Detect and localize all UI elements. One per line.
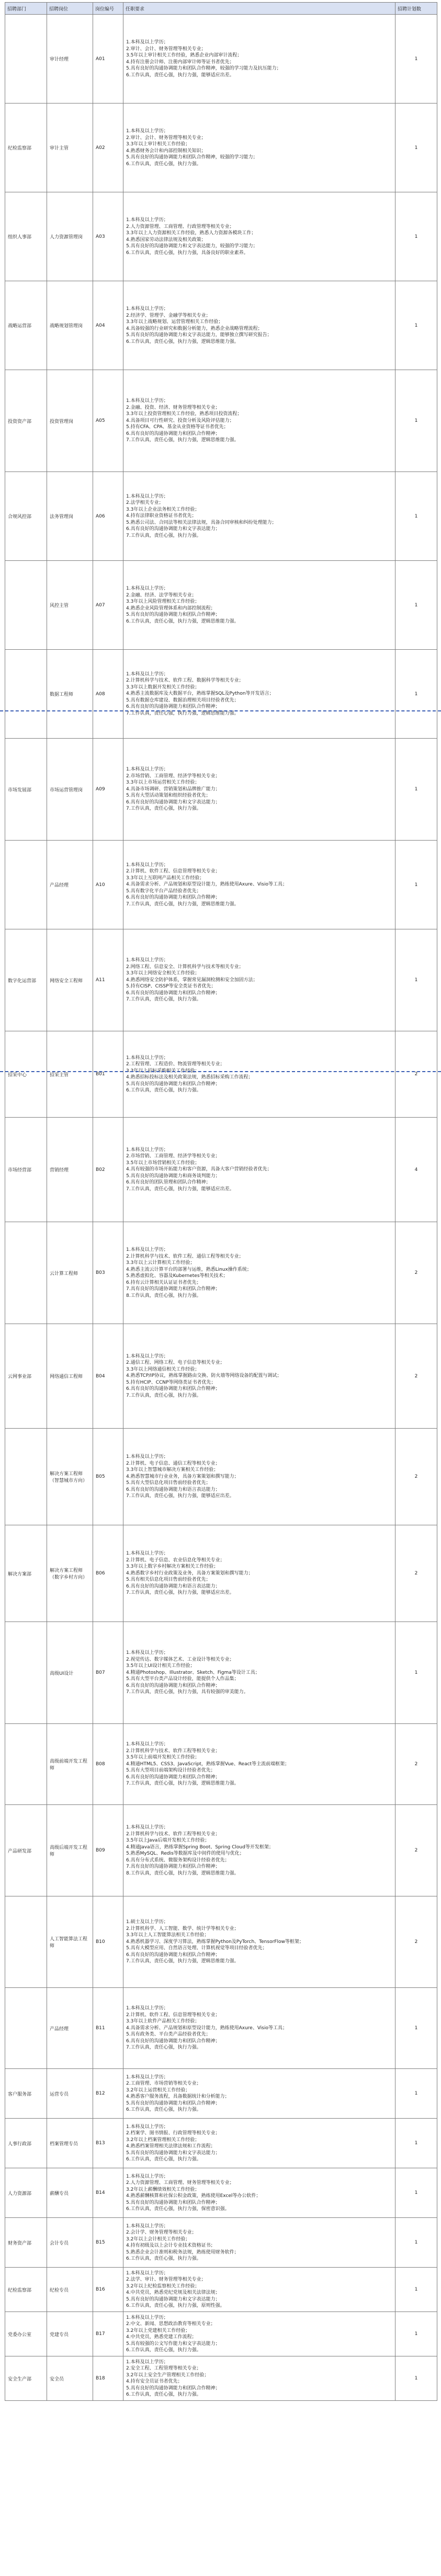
position-cell: 安全员 — [47, 2356, 93, 2401]
count-cell: 1 — [395, 281, 437, 370]
dept-cell: 战略运营部 — [5, 281, 47, 370]
table-row — [5, 104, 437, 192]
requirements-cell: 1.本科及以上学历； 2.金融、投资、经济、财务管理等相关专业； 3.3年以上投资管理相关工作经验，熟悉项目投资流程； 4.具备项目可行性研究、投资分析及风险评估能力； 5.持有CFA、CPA、基金从业资格等证书者优先； 6.具有良好的沟通协调能力和团队合作精神； 7.工作认真，责任心强，执行力强，逻辑思维能力强。 — [123, 370, 395, 472]
requirements-cell: 1.本科及以上学历； 2.金融、经济、法学等相关专业； 3.3年以上风险管理相关工作经验； 4.熟悉企业风险管理体系和内部控制流程； 5.具有良好的沟通协调能力和团队合作精神； 6.工作认真，责任心强，执行力强，逻辑思维能力强。 — [123, 561, 395, 650]
dept-cell — [5, 1429, 47, 1525]
position-cell: 高级前端开发工程师 — [47, 1724, 93, 1805]
requirements-cell: 1.本科及以上学历； 2.计算机、软件工程、信息管理等相关专业； 3.3年以上互联网产品相关工作经验； 4.具备需求分析、产品规划和原型设计能力，熟练使用Axure、Visio等工具； 5.具有数字化平台产品经验者优先； 6.具有良好的沟通协调能力和团队合作精神； 7.工作认真，责任心强，执行力强，逻辑思维能力强。 — [123, 841, 395, 929]
code-cell: B11 — [93, 1988, 123, 2069]
position-cell: 高级UI设计 — [47, 1622, 93, 1724]
table-row — [5, 15, 437, 104]
table-row — [5, 1324, 437, 1429]
requirements-cell: 1.本科及以上学历； 2.审计、会计、财务管理等相关专业； 3.5年以上审计相关工作经验，熟悉企业内部审计流程； 4.持有注册会计师、注册内部审计师等证书者优先； 5.具有良好的沟通协调能力和团队合作精神，较强的学习能力及抗压能力； 6.工作认真，责任心强，执行力强，能够适应出差。 — [123, 15, 395, 104]
count-cell: 2 — [395, 1222, 437, 1324]
requirements-cell: 1.本科及以上学历； 2.工程管理、工程造价、物流管理等相关专业； 3.3年以上招标采购相关工作经验； 4.熟悉招标投标法及相关政策法规，熟悉招标采购工作流程； 5.具有良好的沟通协调能力和团队合作精神； 6.工作认真，责任心强，执行力强。 — [123, 1031, 395, 1118]
table-row — [5, 1724, 437, 1805]
position-cell: 网络通信工程师 — [47, 1324, 93, 1429]
position-cell: 档案管理专员 — [47, 2119, 93, 2168]
position-cell: 市场运营管理岗 — [47, 739, 93, 841]
code-cell: A09 — [93, 739, 123, 841]
header-requirements: 任职要求 — [123, 3, 395, 15]
count-cell: 2 — [395, 1429, 437, 1525]
code-cell: B13 — [93, 2119, 123, 2168]
code-cell: A01 — [93, 15, 123, 104]
table-row — [5, 192, 437, 281]
count-cell: 1 — [395, 561, 437, 650]
code-cell: A08 — [93, 650, 123, 739]
dept-cell: 产品研发部 — [5, 1805, 47, 1896]
table-row — [5, 472, 437, 561]
table-row — [5, 739, 437, 841]
count-cell: 2 — [395, 1324, 437, 1429]
section-divider — [0, 710, 441, 711]
table-row — [5, 929, 437, 1031]
dept-cell: 客户服务部 — [5, 2069, 47, 2119]
dept-cell: 市场经营部 — [5, 1118, 47, 1222]
table-row — [5, 281, 437, 370]
position-cell: 云计算工程师 — [47, 1222, 93, 1324]
code-cell: B09 — [93, 1805, 123, 1896]
dept-cell: 市场发展部 — [5, 739, 47, 841]
count-cell: 2 — [395, 1724, 437, 1805]
position-cell: 人工智能算法工程师 — [47, 1896, 93, 1988]
position-cell: 产品经理 — [47, 1988, 93, 2069]
code-cell: B14 — [93, 2168, 123, 2218]
recruitment-table — [5, 2, 437, 2401]
requirements-cell: 1.本科及以上学历； 2.经济学、管理学、金融学等相关专业； 3.3年以上战略规划、运营管理相关工作经验； 4.具备较强的行业研究和数据分析能力，熟悉企业战略管理流程； 5.具有良好的沟通协调能力和文字表达能力，能够独立撰写研究报告； 6.工作认真，责任心强，执行力强，逻辑思维能力强。 — [123, 281, 395, 370]
count-cell: 1 — [395, 1988, 437, 2069]
position-cell: 产品经理 — [47, 841, 93, 929]
dept-cell: 人事行政部 — [5, 2119, 47, 2168]
dept-cell: 组织人事部 — [5, 192, 47, 281]
header-position: 招聘岗位 — [47, 3, 93, 15]
code-cell: B02 — [93, 1118, 123, 1222]
count-cell: 1 — [395, 929, 437, 1031]
code-cell: B15 — [93, 2218, 123, 2268]
table-row — [5, 1429, 437, 1525]
code-cell: A03 — [93, 192, 123, 281]
dept-cell: 安全生产部 — [5, 2356, 47, 2401]
dept-cell: 纪检监察部 — [5, 2268, 47, 2312]
count-cell: 1 — [395, 650, 437, 739]
code-cell: B17 — [93, 2312, 123, 2356]
table-row — [5, 2069, 437, 2119]
requirements-cell: 1.本科及以上学历； 2.人力资源管理、工商管理、行政管理等相关专业； 3.3年以上人力资源相关工作经验，熟悉人力资源各模块工作； 4.熟悉国家劳动法律法规及相关政策； 5.具有良好的沟通协调能力和文字表达能力，较强的学习能力； 6.工作认真，责任心强，执行力强，具备良好的职业素养。 — [123, 192, 395, 281]
requirements-cell: 1.本科及以上学历； 2.人力资源管理、工商管理、财务管理等相关专业； 3.2年以上薪酬绩效相关工作经验； 4.熟悉薪酬核算和社保公积金政策，熟练使用Excel等办公软件； 5.具有良好的沟通协调能力和团队合作精神； 6.工作认真，责任心强，执行力强，保密意识强。 — [123, 2168, 395, 2218]
count-cell: 4 — [395, 1118, 437, 1222]
code-cell: A11 — [93, 929, 123, 1031]
code-cell: B06 — [93, 1525, 123, 1622]
table-body — [5, 15, 437, 2401]
count-cell: 2 — [395, 1525, 437, 1622]
requirements-cell: 1.本科及以上学历； 2.网络工程、信息安全、计算机科学与技术等相关专业； 3.3年以上网络安全相关工作经验； 4.熟悉网络安全防护体系，掌握常见漏洞检测和安全加固方法； 5.持有CISP、CISSP等安全类证书者优先； 6.具有良好的沟通协调能力和团队合作精神； 7.工作认真，责任心强，执行力强。 — [123, 929, 395, 1031]
position-cell: 审计经理 — [47, 15, 93, 104]
position-cell: 运营专员 — [47, 2069, 93, 2119]
code-cell: B01 — [93, 1031, 123, 1118]
recruitment-sheet — [0, 2, 441, 2576]
position-cell: 解决方案工程师（智慧城市方向） — [47, 1429, 93, 1525]
position-cell: 审计主管 — [47, 104, 93, 192]
count-cell: 2 — [395, 1031, 437, 1118]
table-row — [5, 650, 437, 739]
position-cell: 高级后端开发工程师 — [47, 1805, 93, 1896]
count-cell: 1 — [395, 192, 437, 281]
code-cell: B08 — [93, 1724, 123, 1805]
dept-cell: 招采中心 — [5, 1031, 47, 1118]
code-cell: A04 — [93, 281, 123, 370]
position-cell: 战略规划管理岗 — [47, 281, 93, 370]
dept-cell: 云网事业部 — [5, 1324, 47, 1429]
position-cell: 会计专员 — [47, 2218, 93, 2268]
count-cell: 2 — [395, 1896, 437, 1988]
count-cell: 1 — [395, 2268, 437, 2312]
table-row — [5, 2168, 437, 2218]
count-cell: 1 — [395, 104, 437, 192]
position-cell: 风控主管 — [47, 561, 93, 650]
requirements-cell: 1.本科及以上学历； 2.计算机、软件工程、信息管理等相关专业； 3.3年以上软件产品相关工作经验； 4.具备需求分析、产品规划和原型设计能力，熟练使用Axure、Visio等工具； 5.具有政务类、平台类产品经验者优先； 6.具有良好的沟通协调能力和团队合作精神； 7.工作认真，责任心强，执行力强。 — [123, 1988, 395, 2069]
position-cell: 党建专员 — [47, 2312, 93, 2356]
position-cell: 解决方案工程师（数字乡村方向） — [47, 1525, 93, 1622]
table-header-row — [5, 3, 437, 15]
requirements-cell: 1.本科及以上学历； 2.安全工程、工程管理等相关专业； 3.2年以上安全生产管理相关工作经验； 4.持有安全员证书者优先； 5.具有良好的沟通协调能力和团队合作精神； 6.工作认真，责任心强，执行力强。 — [123, 2356, 395, 2401]
table-row — [5, 1118, 437, 1222]
dept-cell — [5, 1896, 47, 1988]
position-cell: 数据工程师 — [47, 650, 93, 739]
count-cell: 1 — [395, 472, 437, 561]
requirements-cell: 1.本科及以上学历； 2.市场营销、工商管理、经济学等相关专业； 3.3年以上市场运营相关工作经验； 4.具备市场调研、营销策划和品牌推广能力； 5.具有大型活动策划和组织经验者优先； 6.具有良好的沟通协调能力和文字表达能力； 7.工作认真，责任心强，执行力强。 — [123, 739, 395, 841]
table-row — [5, 2119, 437, 2168]
table-row — [5, 2356, 437, 2401]
count-cell: 1 — [395, 370, 437, 472]
requirements-cell: 1.本科及以上学历； 2.计算机、电子信息、农业信息化等相关专业； 3.3年以上数字乡村解决方案相关工作经验； 4.熟悉数字乡村行业政策及业务，具备方案策划和撰写能力； 5.具有相关信息化项目售前经验者优先； 6.具有良好的沟通协调能力和语言表达能力； 7.工作认真，责任心强，执行力强，能够适应出差。 — [123, 1525, 395, 1622]
code-cell: B12 — [93, 2069, 123, 2119]
dept-cell: 党委办公室 — [5, 2312, 47, 2356]
count-cell: 1 — [395, 2119, 437, 2168]
count-cell: 1 — [395, 739, 437, 841]
table-row — [5, 1525, 437, 1622]
code-cell: B16 — [93, 2268, 123, 2312]
table-row — [5, 2268, 437, 2312]
dept-cell — [5, 561, 47, 650]
dept-cell — [5, 15, 47, 104]
code-cell: A05 — [93, 370, 123, 472]
requirements-cell: 1.本科及以上学历； 2.档案学、图书情报、行政管理等相关专业； 3.2年以上档案管理相关工作经验； 4.熟悉档案管理相关法律法规和工作流程； 5.具有良好的沟通协调能力和文字表达能力； 6.工作认真，责任心强，执行力强。 — [123, 2119, 395, 2168]
code-cell: B05 — [93, 1429, 123, 1525]
code-cell: A10 — [93, 841, 123, 929]
dept-cell: 纪检监察部 — [5, 104, 47, 192]
requirements-cell: 1.硕士及以上学历； 2.计算机科学、人工智能、数学、统计学等相关专业； 3.3年以上人工智能算法相关工作经验； 4.熟悉机器学习、深度学习算法，熟练掌握Python及PyTorch、TensorFlow等框架； 5.具有大模型应用、自然语言处理、计算机视觉等项目经验者优先； 6.具有良好的沟通协调能力和团队合作精神； 7.工作认真，责任心强，执行力强，逻辑思维能力强。 — [123, 1896, 395, 1988]
count-cell: 1 — [395, 2069, 437, 2119]
requirements-cell: 1.本科及以上学历； 2.工商管理、市场营销等相关专业； 3.2年以上运营相关工作经验； 4.熟悉客户服务流程，具备数据统计和分析能力； 5.具有良好的沟通协调能力和团队合作精神； 6.工作认真，责任心强，执行力强。 — [123, 2069, 395, 2119]
count-cell: 2 — [395, 1805, 437, 1896]
header-count: 招聘计划数 — [395, 3, 437, 15]
dept-cell: 合规风控部 — [5, 472, 47, 561]
table-row — [5, 1222, 437, 1324]
table-row — [5, 1031, 437, 1118]
dept-cell — [5, 650, 47, 739]
count-cell: 1 — [395, 15, 437, 104]
header-dept: 招聘部门 — [5, 3, 47, 15]
dept-cell: 人力资源部 — [5, 2168, 47, 2218]
code-cell: A07 — [93, 561, 123, 650]
table-row — [5, 561, 437, 650]
requirements-cell: 1.本科及以上学历； 2.计算机科学与技术、软件工程等相关专业； 3.5年以上前端开发相关工作经验； 4.精通HTML5、CSS3、JavaScript，熟练掌握Vue、React等主流前端框架； 5.具有大型项目前端架构设计经验者优先； 6.具有良好的沟通协调能力和团队合作精神； 7.工作认真，责任心强，执行力强，逻辑思维能力强。 — [123, 1724, 395, 1805]
code-cell: B04 — [93, 1324, 123, 1429]
table-row — [5, 1988, 437, 2069]
position-cell: 法务管理岗 — [47, 472, 93, 561]
table-row — [5, 370, 437, 472]
dept-cell: 财务资产部 — [5, 2218, 47, 2268]
requirements-cell: 1.本科及以上学历； 2.法学相关专业； 3.3年以上企业法务相关工作经验； 4.持有法律职业资格证书者优先； 5.熟悉公司法、合同法等相关法律法规，具备合同审核和纠纷处理能力； 6.具有良好的沟通协调能力和文字表达能力； 7.工作认真，责任心强，执行力强。 — [123, 472, 395, 561]
requirements-cell: 1.本科及以上学历； 2.通信工程、网络工程、电子信息等相关专业； 3.3年以上网络通信相关工作经验； 4.熟悉TCP/IP协议，熟练掌握路由交换、防火墙等网络设备的配置与调试； 5.持有HCIP、CCNP等网络类证书者优先； 6.具有良好的沟通协调能力和团队合作精神； 7.工作认真，责任心强，执行力强。 — [123, 1324, 395, 1429]
code-cell: B18 — [93, 2356, 123, 2401]
dept-cell — [5, 1622, 47, 1724]
table-row — [5, 1805, 437, 1896]
requirements-cell: 1.本科及以上学历； 2.计算机科学与技术、软件工程、通信工程等相关专业； 3.3年以上云计算相关工作经验； 4.熟悉主流云计算平台的部署与运维，熟悉Linux操作系统； 5.熟悉虚拟化、容器及Kubernetes等相关技术； 6.持有云计算相关认证证书者优先； 7.具有良好的沟通协调能力和团队合作精神； 8.工作认真，责任心强，执行力强。 — [123, 1222, 395, 1324]
position-cell: 招采主管 — [47, 1031, 93, 1118]
code-cell: B07 — [93, 1622, 123, 1724]
code-cell: B10 — [93, 1896, 123, 1988]
requirements-cell: 1.本科及以上学历； 2.计算机科学与技术、软件工程等相关专业； 3.5年以上Java后端开发相关工作经验； 4.精通Java语言，熟练掌握Spring Boot、Spring Cloud等开发框架； 5.熟悉MySQL、Redis等数据库及中间件的使用与优化； 6.具有分布式系统、微服务架构设计经验者优先； 7.具有良好的沟通协调能力和团队合作精神； 8.工作认真，责任心强，执行力强，逻辑思维能力强。 — [123, 1805, 395, 1896]
dept-cell — [5, 1222, 47, 1324]
count-cell: 1 — [395, 2312, 437, 2356]
requirements-cell: 1.本科及以上学历； 2.审计、会计、财务管理等相关专业； 3.3年以上审计相关工作经验； 4.熟悉财务会计和内部控制相关知识； 5.具有良好的沟通协调能力和团队合作精神，较强的学习能力； 6.工作认真，责任心强，执行力强。 — [123, 104, 395, 192]
dept-cell — [5, 841, 47, 929]
requirements-cell: 1.本科及以上学历； 2.市场营销、工商管理、经济学等相关专业； 3.5年以上市场营销相关工作经验； 4.具有较强的市场开拓能力和客户资源，具备大客户营销经验者优先； 5.具有良好的沟通协调能力和商务谈判能力； 6.具有良好的团队管理和团队合作精神； 7.工作认真，责任心强，执行力强，能够适应出差。 — [123, 1118, 395, 1222]
position-cell: 人力资源管理岗 — [47, 192, 93, 281]
count-cell: 1 — [395, 2168, 437, 2218]
position-cell: 薪酬专员 — [47, 2168, 93, 2218]
table-row — [5, 2218, 437, 2268]
table-row — [5, 2312, 437, 2356]
count-cell: 1 — [395, 841, 437, 929]
table-row — [5, 1622, 437, 1724]
dept-cell — [5, 1988, 47, 2069]
requirements-cell: 1.本科及以上学历； 2.计算机科学与技术、软件工程、数据科学等相关专业； 3.3年以上数据开发相关工作经验； 4.熟悉主流数据库及大数据平台，熟练掌握SQL及Python等开发语言； 5.具有数据仓库建设、数据治理相关项目经验者优先； 6.具有良好的沟通协调能力和团队合作精神； 7.工作认真，责任心强，执行力强，逻辑思维能力强。 — [123, 650, 395, 739]
dept-cell: 投资资产部 — [5, 370, 47, 472]
requirements-cell: 1.本科及以上学历； 2.视觉传达、数字媒体艺术、工业设计等相关专业； 3.5年以上UI设计相关工作经验； 4.精通Photoshop、Illustrator、Sketch、Figma等设计工具； 5.具有大型平台类产品设计经验，能提供个人作品集； 6.具有良好的沟通协调能力和团队合作精神； 7.工作认真，责任心强，执行力强，具有较强的审美能力。 — [123, 1622, 395, 1724]
requirements-cell: 1.本科及以上学历； 2.法学、审计、财务管理等相关专业； 3.2年以上纪检监察相关工作经验； 4.中共党员，熟悉党纪党规及相关法律法规； 5.具有良好的沟通协调能力和文字表达能力； 6.工作认真，责任心强，执行力强，原则性强。 — [123, 2268, 395, 2312]
requirements-cell: 1.本科及以上学历； 2.中文、新闻、思想政治教育等相关专业； 3.2年以上党建相关工作经验； 4.中共党员，熟悉党建工作流程； 5.具有较强的公文写作能力和文字表达能力； 6.工作认真，责任心强，执行力强。 — [123, 2312, 395, 2356]
header-code: 岗位编号 — [93, 3, 123, 15]
code-cell: A06 — [93, 472, 123, 561]
position-cell: 营销经理 — [47, 1118, 93, 1222]
count-cell: 1 — [395, 1622, 437, 1724]
dept-cell — [5, 1724, 47, 1805]
section-divider — [0, 1071, 441, 1072]
count-cell: 1 — [395, 2218, 437, 2268]
requirements-cell: 1.本科及以上学历； 2.会计学、财务管理等相关专业； 3.2年以上会计相关工作经验； 4.持有初级及以上会计专业技术资格证书； 5.熟悉企业会计准则和税务法规，熟练使用财务软件； 6.工作认真，责任心强，执行力强。 — [123, 2218, 395, 2268]
position-cell: 纪检专员 — [47, 2268, 93, 2312]
table-row — [5, 841, 437, 929]
position-cell: 网络安全工程师 — [47, 929, 93, 1031]
dept-cell: 解决方案部 — [5, 1525, 47, 1622]
code-cell: B03 — [93, 1222, 123, 1324]
count-cell: 1 — [395, 2356, 437, 2401]
position-cell: 投资管理岗 — [47, 370, 93, 472]
dept-cell: 数字化运营部 — [5, 929, 47, 1031]
table-row — [5, 1896, 437, 1988]
code-cell: A02 — [93, 104, 123, 192]
requirements-cell: 1.本科及以上学历； 2.计算机、电子信息、通信工程等相关专业； 3.3年以上智慧城市解决方案相关工作经验； 4.熟悉智慧城市行业业务，具备方案策划和撰写能力； 5.具有大型信息化项目售前经验者优先； 6.具有良好的沟通协调能力和语言表达能力； 7.工作认真，责任心强，执行力强，能够适应出差。 — [123, 1429, 395, 1525]
